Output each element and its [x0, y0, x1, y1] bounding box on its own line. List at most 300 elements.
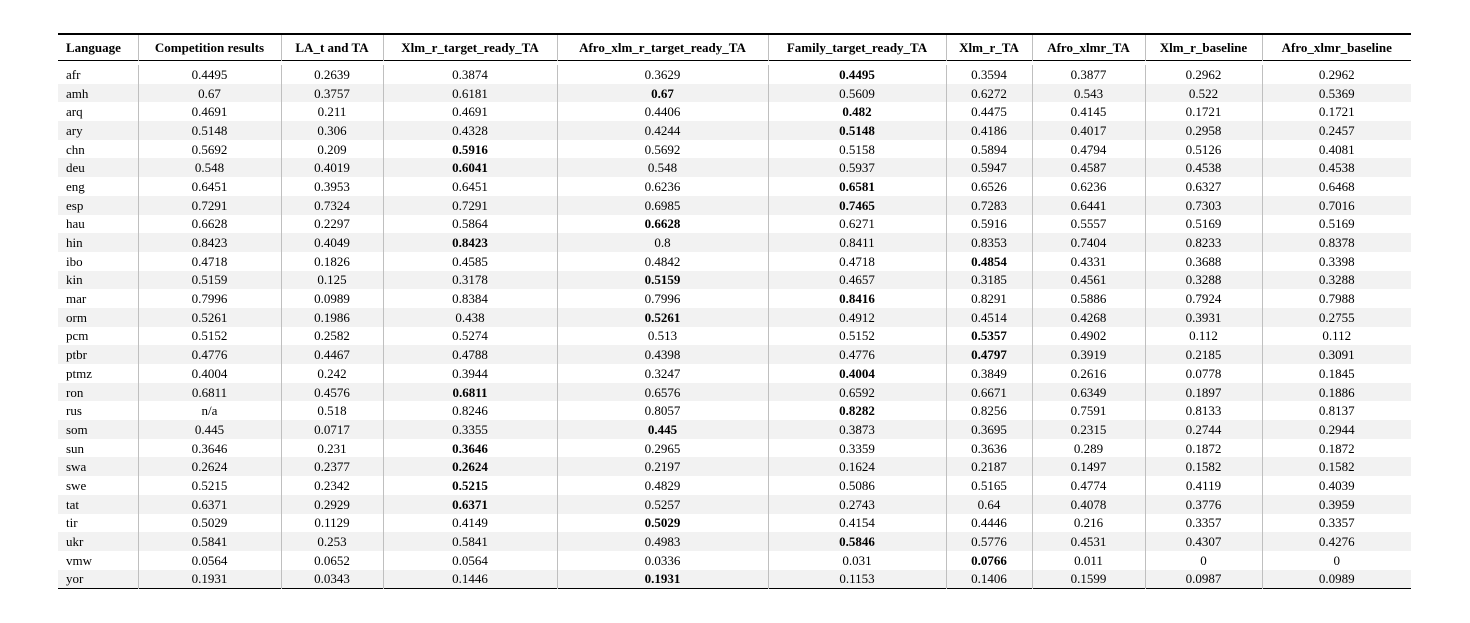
score-cell: 0.1497	[1032, 457, 1145, 476]
score-cell: 0.8282	[768, 401, 946, 420]
score-cell: 0.3931	[1145, 308, 1262, 327]
score-cell: 0.3776	[1145, 495, 1262, 514]
column-header-xlm-r-baseline: Xlm_r_baseline	[1145, 34, 1262, 61]
language-cell: swe	[66, 477, 87, 493]
table-body	[58, 61, 1411, 589]
score-cell: 0.6526	[946, 177, 1032, 196]
language-cell: deu	[66, 160, 85, 176]
score-cell: 0.3357	[1145, 514, 1262, 533]
column-header-afro-xlmr-baseline: Afro_xlmr_baseline	[1262, 34, 1411, 61]
score-cell: 0.8137	[1262, 401, 1411, 420]
score-cell: 0.6576	[557, 383, 768, 402]
score-cell: 0.2962	[1145, 65, 1262, 84]
score-cell: 0.6468	[1262, 177, 1411, 196]
score-cell: 0.1446	[383, 570, 557, 589]
score-cell: 0.7924	[1145, 289, 1262, 308]
score-cell: 0.031	[768, 551, 946, 570]
score-cell: 0.1826	[281, 252, 383, 271]
score-cell: 0.4186	[946, 121, 1032, 140]
score-cell: 0.209	[281, 140, 383, 159]
score-cell: 0.5148	[768, 121, 946, 140]
table-row	[58, 84, 1411, 103]
score-cell: 0.5152	[138, 327, 281, 346]
score-cell: 0.4004	[138, 364, 281, 383]
score-cell: 0.4149	[383, 514, 557, 533]
score-cell: 0.5947	[946, 158, 1032, 177]
score-cell: 0.6371	[138, 495, 281, 514]
score-cell: 0.3646	[138, 439, 281, 458]
score-cell: 0.231	[281, 439, 383, 458]
score-cell: 0.4797	[946, 345, 1032, 364]
score-cell: 0.0987	[1145, 570, 1262, 589]
score-cell: 0.4718	[138, 252, 281, 271]
score-cell: 0.4268	[1032, 308, 1145, 327]
score-cell: 0.6236	[1032, 177, 1145, 196]
score-cell: 0.3288	[1145, 271, 1262, 290]
language-cell: yor	[66, 571, 84, 587]
score-cell: 0.513	[557, 327, 768, 346]
score-cell: 0.4495	[768, 65, 946, 84]
score-cell: 0.5841	[138, 532, 281, 551]
score-cell: 0.5692	[557, 140, 768, 159]
table-row	[58, 345, 1411, 364]
score-cell: 0.3944	[383, 364, 557, 383]
score-cell: 0.7988	[1262, 289, 1411, 308]
score-cell: 0.5846	[768, 532, 946, 551]
score-cell: 0.5029	[138, 514, 281, 533]
score-cell: 0.3919	[1032, 345, 1145, 364]
score-cell: n/a	[138, 401, 281, 420]
table-row	[58, 551, 1411, 570]
table-row	[58, 327, 1411, 346]
column-header-competition-results: Competition results	[138, 34, 281, 61]
table-row	[58, 532, 1411, 551]
score-cell: 0.548	[557, 158, 768, 177]
table-row	[58, 457, 1411, 476]
score-cell: 0.4538	[1262, 158, 1411, 177]
score-cell: 0.8256	[946, 401, 1032, 420]
score-cell: 0.4475	[946, 102, 1032, 121]
score-cell: 0.4912	[768, 308, 946, 327]
score-cell: 0.5776	[946, 532, 1032, 551]
score-cell: 0.0989	[281, 289, 383, 308]
language-cell: esp	[66, 197, 84, 213]
score-cell: 0.2197	[557, 457, 768, 476]
score-cell: 0.3877	[1032, 65, 1145, 84]
table-row	[58, 233, 1411, 252]
score-cell: 0.4691	[383, 102, 557, 121]
score-cell: 0.8	[557, 233, 768, 252]
score-cell: 0.3288	[1262, 271, 1411, 290]
score-cell: 0.3873	[768, 420, 946, 439]
score-cell: 0.5158	[768, 140, 946, 159]
language-cell: eng	[66, 178, 85, 194]
score-cell: 0.7016	[1262, 196, 1411, 215]
score-cell: 0.6181	[383, 84, 557, 103]
score-cell: 0.5369	[1262, 84, 1411, 103]
score-cell: 0.4004	[768, 364, 946, 383]
score-cell: 0.4854	[946, 252, 1032, 271]
score-cell: 0.5609	[768, 84, 946, 103]
score-cell: 0.3629	[557, 65, 768, 84]
score-cell: 0.482	[768, 102, 946, 121]
score-cell: 0.5886	[1032, 289, 1145, 308]
score-cell: 0.3594	[946, 65, 1032, 84]
score-cell: 0.0778	[1145, 364, 1262, 383]
score-cell: 0.4776	[768, 345, 946, 364]
score-cell: 0.4531	[1032, 532, 1145, 551]
score-cell: 0.3091	[1262, 345, 1411, 364]
score-cell: 0.2342	[281, 476, 383, 495]
score-cell: 0.4017	[1032, 121, 1145, 140]
score-cell: 0.1721	[1145, 102, 1262, 121]
score-cell: 0.67	[138, 84, 281, 103]
score-cell: 0.7291	[383, 196, 557, 215]
results-table	[58, 33, 1411, 589]
score-cell: 0.6236	[557, 177, 768, 196]
language-cell: hin	[66, 235, 83, 251]
score-cell: 0.4983	[557, 532, 768, 551]
table-row	[58, 308, 1411, 327]
score-cell: 0.548	[138, 158, 281, 177]
score-cell: 0.3185	[946, 271, 1032, 290]
score-cell: 0.4039	[1262, 476, 1411, 495]
score-cell: 0.4495	[138, 65, 281, 84]
score-cell: 0.5169	[1262, 215, 1411, 234]
score-cell: 0.4049	[281, 233, 383, 252]
score-cell: 0.3646	[383, 439, 557, 458]
score-cell: 0.3953	[281, 177, 383, 196]
score-cell: 0.5916	[383, 140, 557, 159]
table-row	[58, 271, 1411, 290]
score-cell: 0.4081	[1262, 140, 1411, 159]
score-cell: 0.522	[1145, 84, 1262, 103]
score-cell: 0.4154	[768, 514, 946, 533]
score-cell: 0.7996	[138, 289, 281, 308]
score-cell: 0.4788	[383, 345, 557, 364]
score-cell: 0.3355	[383, 420, 557, 439]
table-row	[58, 121, 1411, 140]
score-cell: 0.8246	[383, 401, 557, 420]
language-cell: orm	[66, 309, 87, 325]
score-cell: 0	[1262, 551, 1411, 570]
score-cell: 0.1886	[1262, 383, 1411, 402]
language-cell: vmw	[66, 552, 92, 568]
score-cell: 0.125	[281, 271, 383, 290]
score-cell: 0.67	[557, 84, 768, 103]
score-cell: 0.242	[281, 364, 383, 383]
score-cell: 0.1582	[1262, 457, 1411, 476]
score-cell: 0.3398	[1262, 252, 1411, 271]
language-cell: ron	[66, 384, 84, 400]
score-cell: 0.6441	[1032, 196, 1145, 215]
score-cell: 0.2624	[383, 457, 557, 476]
score-cell: 0.1845	[1262, 364, 1411, 383]
score-cell: 0.5159	[138, 271, 281, 290]
score-cell: 0.5864	[383, 215, 557, 234]
score-cell: 0.4829	[557, 476, 768, 495]
score-cell: 0.4718	[768, 252, 946, 271]
language-cell: swa	[66, 459, 87, 475]
table-row	[58, 570, 1411, 589]
column-header-xlm-r-target-ready-ta: Xlm_r_target_ready_TA	[383, 34, 557, 61]
score-cell: 0.4576	[281, 383, 383, 402]
score-cell: 0.1582	[1145, 457, 1262, 476]
score-cell: 0.3695	[946, 420, 1032, 439]
table-row	[58, 514, 1411, 533]
language-cell: sun	[66, 440, 85, 456]
score-cell: 0.2944	[1262, 420, 1411, 439]
score-cell: 0.2624	[138, 457, 281, 476]
table-row	[58, 215, 1411, 234]
score-cell: 0.5274	[383, 327, 557, 346]
table-row	[58, 420, 1411, 439]
table-row	[58, 177, 1411, 196]
score-cell: 0.4244	[557, 121, 768, 140]
score-cell: 0.5261	[557, 308, 768, 327]
score-cell: 0.6371	[383, 495, 557, 514]
score-cell: 0.1931	[557, 570, 768, 589]
score-cell: 0.4794	[1032, 140, 1145, 159]
table-row	[58, 401, 1411, 420]
score-cell: 0.4398	[557, 345, 768, 364]
score-cell: 0.8423	[383, 233, 557, 252]
score-cell: 0.8353	[946, 233, 1032, 252]
score-cell: 0.8133	[1145, 401, 1262, 420]
score-cell: 0.0766	[946, 551, 1032, 570]
results-table-container	[58, 33, 1411, 589]
score-cell: 0.253	[281, 532, 383, 551]
score-cell: 0.2962	[1262, 65, 1411, 84]
language-cell: rus	[66, 403, 82, 419]
score-cell: 0.7996	[557, 289, 768, 308]
table-row	[58, 65, 1411, 84]
score-cell: 0.2958	[1145, 121, 1262, 140]
score-cell: 0.7591	[1032, 401, 1145, 420]
language-cell: ptbr	[66, 347, 87, 363]
score-cell: 0.5165	[946, 476, 1032, 495]
score-cell: 0.4561	[1032, 271, 1145, 290]
language-cell: ary	[66, 122, 83, 138]
score-cell: 0.4657	[768, 271, 946, 290]
score-cell: 0.2582	[281, 327, 383, 346]
score-cell: 0.6671	[946, 383, 1032, 402]
score-cell: 0.3959	[1262, 495, 1411, 514]
column-header-language: Language	[66, 39, 121, 55]
score-cell: 0.6451	[138, 177, 281, 196]
score-cell: 0.1599	[1032, 570, 1145, 589]
score-cell: 0.6349	[1032, 383, 1145, 402]
score-cell: 0.3636	[946, 439, 1032, 458]
score-cell: 0.2185	[1145, 345, 1262, 364]
score-cell: 0.6581	[768, 177, 946, 196]
language-cell: amh	[66, 85, 89, 101]
score-cell: 0.445	[557, 420, 768, 439]
score-cell: 0.8423	[138, 233, 281, 252]
score-cell: 0.8233	[1145, 233, 1262, 252]
language-cell: ibo	[66, 253, 83, 269]
score-cell: 0.2457	[1262, 121, 1411, 140]
score-cell: 0.5557	[1032, 215, 1145, 234]
score-cell: 0.3849	[946, 364, 1032, 383]
score-cell: 0.4078	[1032, 495, 1145, 514]
score-cell: 0.306	[281, 121, 383, 140]
score-cell: 0.5215	[383, 476, 557, 495]
score-cell: 0.2187	[946, 457, 1032, 476]
score-cell: 0.1721	[1262, 102, 1411, 121]
score-cell: 0.3757	[281, 84, 383, 103]
table-row	[58, 364, 1411, 383]
score-cell: 0.1153	[768, 570, 946, 589]
table-row	[58, 289, 1411, 308]
score-cell: 0.7291	[138, 196, 281, 215]
score-cell: 0.6628	[557, 215, 768, 234]
score-cell: 0.6811	[383, 383, 557, 402]
score-cell: 0.543	[1032, 84, 1145, 103]
score-cell: 0.5126	[1145, 140, 1262, 159]
score-cell: 0.4902	[1032, 327, 1145, 346]
table-row	[58, 196, 1411, 215]
score-cell: 0.6985	[557, 196, 768, 215]
score-cell: 0.4842	[557, 252, 768, 271]
score-cell: 0.7303	[1145, 196, 1262, 215]
score-cell: 0.011	[1032, 551, 1145, 570]
score-cell: 0.211	[281, 102, 383, 121]
score-cell: 0.5357	[946, 327, 1032, 346]
score-cell: 0.5261	[138, 308, 281, 327]
table-row	[58, 439, 1411, 458]
language-cell: ukr	[66, 534, 84, 550]
score-cell: 0.6327	[1145, 177, 1262, 196]
score-cell: 0.7283	[946, 196, 1032, 215]
table-row	[58, 252, 1411, 271]
language-cell: mar	[66, 291, 87, 307]
score-cell: 0.4328	[383, 121, 557, 140]
score-cell: 0.5159	[557, 271, 768, 290]
score-cell: 0.1897	[1145, 383, 1262, 402]
language-cell: chn	[66, 141, 85, 157]
score-cell: 0.2755	[1262, 308, 1411, 327]
score-cell: 0.4446	[946, 514, 1032, 533]
score-cell: 0.0652	[281, 551, 383, 570]
language-cell: afr	[66, 66, 81, 82]
score-cell: 0.6451	[383, 177, 557, 196]
score-cell: 0.8291	[946, 289, 1032, 308]
score-cell: 0.4307	[1145, 532, 1262, 551]
score-cell: 0.518	[281, 401, 383, 420]
score-cell: 0.8411	[768, 233, 946, 252]
language-cell: som	[66, 421, 88, 437]
score-cell: 0.8416	[768, 289, 946, 308]
table-row	[58, 476, 1411, 495]
score-cell: 0.4776	[138, 345, 281, 364]
score-cell: 0.8378	[1262, 233, 1411, 252]
score-cell: 0.5894	[946, 140, 1032, 159]
score-cell: 0.4774	[1032, 476, 1145, 495]
score-cell: 0.6041	[383, 158, 557, 177]
header-row	[58, 34, 1411, 61]
score-cell: 0.6592	[768, 383, 946, 402]
score-cell: 0.0336	[557, 551, 768, 570]
score-cell: 0.0717	[281, 420, 383, 439]
score-cell: 0.4538	[1145, 158, 1262, 177]
score-cell: 0.4587	[1032, 158, 1145, 177]
score-cell: 0.5215	[138, 476, 281, 495]
score-cell: 0.6811	[138, 383, 281, 402]
score-cell: 0.5169	[1145, 215, 1262, 234]
score-cell: 0.64	[946, 495, 1032, 514]
score-cell: 0.289	[1032, 439, 1145, 458]
score-cell: 0	[1145, 551, 1262, 570]
language-cell: arq	[66, 104, 83, 120]
score-cell: 0.2377	[281, 457, 383, 476]
score-cell: 0.5152	[768, 327, 946, 346]
column-header-afro-xlm-r-target-ready-ta: Afro_xlm_r_target_ready_TA	[557, 34, 768, 61]
column-header-afro-xlmr-ta: Afro_xlmr_TA	[1032, 34, 1145, 61]
table-row	[58, 383, 1411, 402]
score-cell: 0.5916	[946, 215, 1032, 234]
score-cell: 0.2929	[281, 495, 383, 514]
score-cell: 0.2965	[557, 439, 768, 458]
score-cell: 0.3688	[1145, 252, 1262, 271]
score-cell: 0.1872	[1262, 439, 1411, 458]
score-cell: 0.4276	[1262, 532, 1411, 551]
score-cell: 0.0343	[281, 570, 383, 589]
score-cell: 0.7324	[281, 196, 383, 215]
score-cell: 0.3247	[557, 364, 768, 383]
score-cell: 0.2315	[1032, 420, 1145, 439]
score-cell: 0.3178	[383, 271, 557, 290]
score-cell: 0.1872	[1145, 439, 1262, 458]
score-cell: 0.4691	[138, 102, 281, 121]
score-cell: 0.0564	[138, 551, 281, 570]
score-cell: 0.2297	[281, 215, 383, 234]
language-cell: tat	[66, 496, 79, 512]
score-cell: 0.2743	[768, 495, 946, 514]
score-cell: 0.5257	[557, 495, 768, 514]
score-cell: 0.445	[138, 420, 281, 439]
score-cell: 0.5086	[768, 476, 946, 495]
score-cell: 0.8057	[557, 401, 768, 420]
language-cell: tir	[66, 515, 78, 531]
score-cell: 0.0989	[1262, 570, 1411, 589]
language-cell: kin	[66, 272, 83, 288]
score-cell: 0.216	[1032, 514, 1145, 533]
score-cell: 0.2744	[1145, 420, 1262, 439]
column-header-family-target-ready-ta: Family_target_ready_TA	[768, 34, 946, 61]
language-cell: hau	[66, 216, 85, 232]
score-cell: 0.1624	[768, 457, 946, 476]
table-row	[58, 102, 1411, 121]
score-cell: 0.112	[1262, 327, 1411, 346]
score-cell: 0.438	[383, 308, 557, 327]
score-cell: 0.1931	[138, 570, 281, 589]
language-cell: ptmz	[66, 365, 92, 381]
score-cell: 0.5937	[768, 158, 946, 177]
score-cell: 0.6272	[946, 84, 1032, 103]
score-cell: 0.112	[1145, 327, 1262, 346]
score-cell: 0.5029	[557, 514, 768, 533]
score-cell: 0.1406	[946, 570, 1032, 589]
language-cell: pcm	[66, 328, 89, 344]
score-cell: 0.6628	[138, 215, 281, 234]
score-cell: 0.7465	[768, 196, 946, 215]
score-cell: 0.6271	[768, 215, 946, 234]
score-cell: 0.4119	[1145, 476, 1262, 495]
score-cell: 0.4331	[1032, 252, 1145, 271]
score-cell: 0.5148	[138, 121, 281, 140]
score-cell: 0.4467	[281, 345, 383, 364]
